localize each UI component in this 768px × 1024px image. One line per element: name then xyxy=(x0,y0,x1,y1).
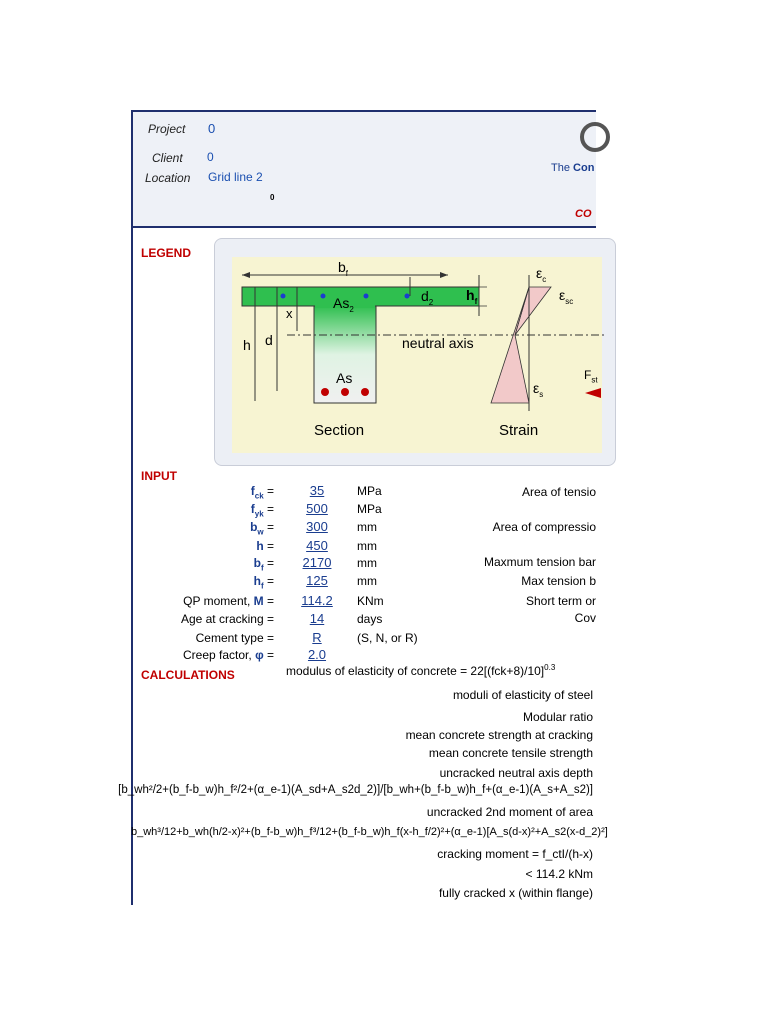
hf-symbol: h xyxy=(466,287,475,303)
location-label: Location xyxy=(145,171,191,185)
project-value[interactable]: 0 xyxy=(208,121,216,136)
d2-label xyxy=(421,288,433,307)
brand-logo-icon xyxy=(580,122,610,152)
compression-bar xyxy=(405,294,410,299)
input-symbol: b xyxy=(250,520,258,534)
input-value-field[interactable]: 500 xyxy=(306,501,328,516)
bf-subscript: f xyxy=(345,268,349,278)
legend-heading: LEGEND xyxy=(141,246,192,260)
as-label: As xyxy=(336,370,353,386)
input-symbol: h xyxy=(253,574,261,588)
d2-subscript: 2 xyxy=(428,297,434,307)
input-label xyxy=(251,484,274,500)
input-value-field[interactable]: 114.2 xyxy=(301,593,333,608)
calc-modular-ratio: Modular ratio xyxy=(522,710,593,724)
input-label xyxy=(254,574,274,590)
input-value-field[interactable]: 2.0 xyxy=(307,647,327,662)
input-value-field[interactable]: 35 xyxy=(309,483,325,498)
fs-label xyxy=(584,368,598,384)
tension-bar xyxy=(321,388,329,396)
input-symbol: f xyxy=(250,484,255,498)
ec-symbol: ε xyxy=(536,265,543,281)
header-divider xyxy=(133,226,596,228)
input-label-text: Creep factor, xyxy=(183,648,256,662)
input-unit: (S, N, or R) xyxy=(357,631,418,645)
calc-elasticity-concrete xyxy=(286,663,555,678)
legend-background xyxy=(232,257,602,453)
right-label-cover: Cov xyxy=(574,611,596,625)
input-symbol-subscript: ck xyxy=(254,491,264,501)
input-label xyxy=(250,520,274,536)
calc-second-moment-formula: b_wh³/12+b_wh(h/2-x)²+(b_f-b_w)h_f³/12+(b_f-b_w)h_f(x-h_f/2)²+(α_e-1)[A_s(d-x)²+A_s2(x-d_2)²] xyxy=(131,826,608,838)
right-label-max-tension-b: Max tension b xyxy=(521,574,596,588)
calc-uncracked-na-formula: [b_wh²/2+(b_f-b_w)h_f²/2+(α_e-1)(A_sd+A_s2d_2)]/[b_wh+(b_f-b_w)h_f+(α_e-1)(A_s+A_s2)] xyxy=(118,784,593,796)
client-value[interactable]: 0 xyxy=(207,150,214,164)
compression-bar xyxy=(321,294,326,299)
calculations-heading: CALCULATIONS xyxy=(141,668,235,682)
d2-symbol: d xyxy=(421,288,429,304)
input-label xyxy=(183,648,274,664)
input-unit: days xyxy=(357,612,383,626)
brand-prefix: The xyxy=(551,162,570,174)
input-equals: = xyxy=(263,594,274,608)
input-equals: = xyxy=(263,648,274,662)
ec-subscript: c xyxy=(542,274,547,284)
input-unit: MPa xyxy=(357,484,382,498)
input-unit: KNm xyxy=(357,594,384,608)
input-equals: = xyxy=(263,484,274,498)
input-value-field[interactable]: 125 xyxy=(306,573,328,588)
section-title: Section xyxy=(314,422,365,439)
calc-fully-cracked-x: fully cracked x (within flange) xyxy=(438,886,593,900)
input-label-text: Cement type = xyxy=(195,631,274,645)
project-label: Project xyxy=(148,122,186,136)
es-symbol: ε xyxy=(533,380,540,396)
as2-symbol: As xyxy=(333,295,350,311)
esc-symbol: ε xyxy=(559,287,566,303)
input-equals: = xyxy=(263,520,274,534)
neutral-axis-label: neutral axis xyxy=(402,335,474,351)
right-label-compression-area: Area of compressio xyxy=(492,520,596,534)
input-value-field[interactable]: 300 xyxy=(306,519,328,534)
input-label-text: Age at cracking = xyxy=(180,612,274,626)
calc-second-moment: uncracked 2nd moment of area xyxy=(426,805,593,819)
calc-elasticity-steel: moduli of elasticity of steel xyxy=(452,688,593,702)
calc-cracking-moment: cracking moment = f_ctI/(h-x) xyxy=(437,847,593,861)
as2-label xyxy=(333,295,354,314)
input-label xyxy=(254,556,274,572)
fs-symbol: F xyxy=(584,368,592,382)
location-value[interactable]: Grid line 2 xyxy=(208,170,263,184)
flange xyxy=(242,287,479,306)
hf-label xyxy=(466,287,477,306)
client-label: Client xyxy=(152,151,183,165)
input-unit: MPa xyxy=(357,502,382,516)
input-symbol-subscript: yk xyxy=(254,509,264,519)
legend-diagram xyxy=(215,239,615,465)
es-label xyxy=(533,380,543,399)
strain-title: Strain xyxy=(499,422,539,439)
input-equals: = xyxy=(263,574,274,588)
input-unit: mm xyxy=(357,520,377,534)
as2-subscript: 2 xyxy=(349,304,354,314)
fs-subscript: st xyxy=(591,375,598,385)
right-label-short-term: Short term or xyxy=(525,594,596,608)
input-symbol-subscript: w xyxy=(257,527,264,537)
input-equals: = xyxy=(263,539,274,553)
input-label xyxy=(256,539,274,555)
input-unit: mm xyxy=(357,574,377,588)
calc-uncracked-na: uncracked neutral axis depth xyxy=(439,766,593,780)
hf-subscript: f xyxy=(474,296,478,306)
input-equals: = xyxy=(263,502,274,516)
input-equals: = xyxy=(263,556,274,570)
input-symbol: φ xyxy=(255,648,264,662)
input-symbol: f xyxy=(250,502,255,516)
bf-label xyxy=(338,259,348,278)
input-symbol-subscript: f xyxy=(260,581,264,591)
input-value-field[interactable]: 450 xyxy=(306,538,328,553)
input-unit: mm xyxy=(357,556,377,570)
input-symbol-subscript: f xyxy=(260,563,264,573)
small-value: 0 xyxy=(270,193,275,202)
right-label-max-tension-bar: Maxmum tension bar xyxy=(483,555,596,569)
input-symbol: M xyxy=(253,594,264,608)
es-subscript: s xyxy=(539,389,544,399)
input-label xyxy=(181,612,274,628)
esc-label xyxy=(559,287,573,306)
brand-main: Con xyxy=(573,162,595,174)
input-symbol: h xyxy=(256,539,264,553)
calc-mean-strength: mean concrete strength at cracking xyxy=(405,728,593,742)
input-value-field[interactable]: 14 xyxy=(309,611,325,626)
h-label: h xyxy=(243,337,251,353)
brand-name xyxy=(551,162,594,174)
input-value-field[interactable]: 2170 xyxy=(302,555,332,570)
ec-label xyxy=(536,265,546,284)
input-unit: mm xyxy=(357,539,377,553)
input-value-field[interactable]: R xyxy=(312,630,322,645)
input-label xyxy=(183,594,274,610)
legend-panel xyxy=(214,238,616,466)
compression-bar xyxy=(364,294,369,299)
esc-subscript: sc xyxy=(565,296,574,306)
calc-cracking-check: < 114.2 kNm xyxy=(525,867,593,881)
brand-sub: CO xyxy=(575,208,592,220)
x-label: x xyxy=(286,306,293,321)
input-label xyxy=(251,502,274,518)
input-label xyxy=(196,631,274,647)
input-heading: INPUT xyxy=(141,469,177,483)
input-symbol: b xyxy=(253,556,261,570)
d-label: d xyxy=(265,332,273,348)
header-panel xyxy=(133,112,596,226)
tension-bar xyxy=(341,388,349,396)
compression-bar xyxy=(281,294,286,299)
input-label-text: QP moment, xyxy=(183,594,254,608)
bf-symbol: b xyxy=(338,259,346,275)
calc-elasticity-exponent: 0.3 xyxy=(544,663,556,672)
calc-elasticity-concrete-text: modulus of elasticity of concrete = 22[(fck+8)/10] xyxy=(286,664,545,678)
calc-tensile-strength: mean concrete tensile strength xyxy=(428,746,593,760)
right-label-tension-area: Area of tensio xyxy=(521,485,596,499)
tension-bar xyxy=(361,388,369,396)
